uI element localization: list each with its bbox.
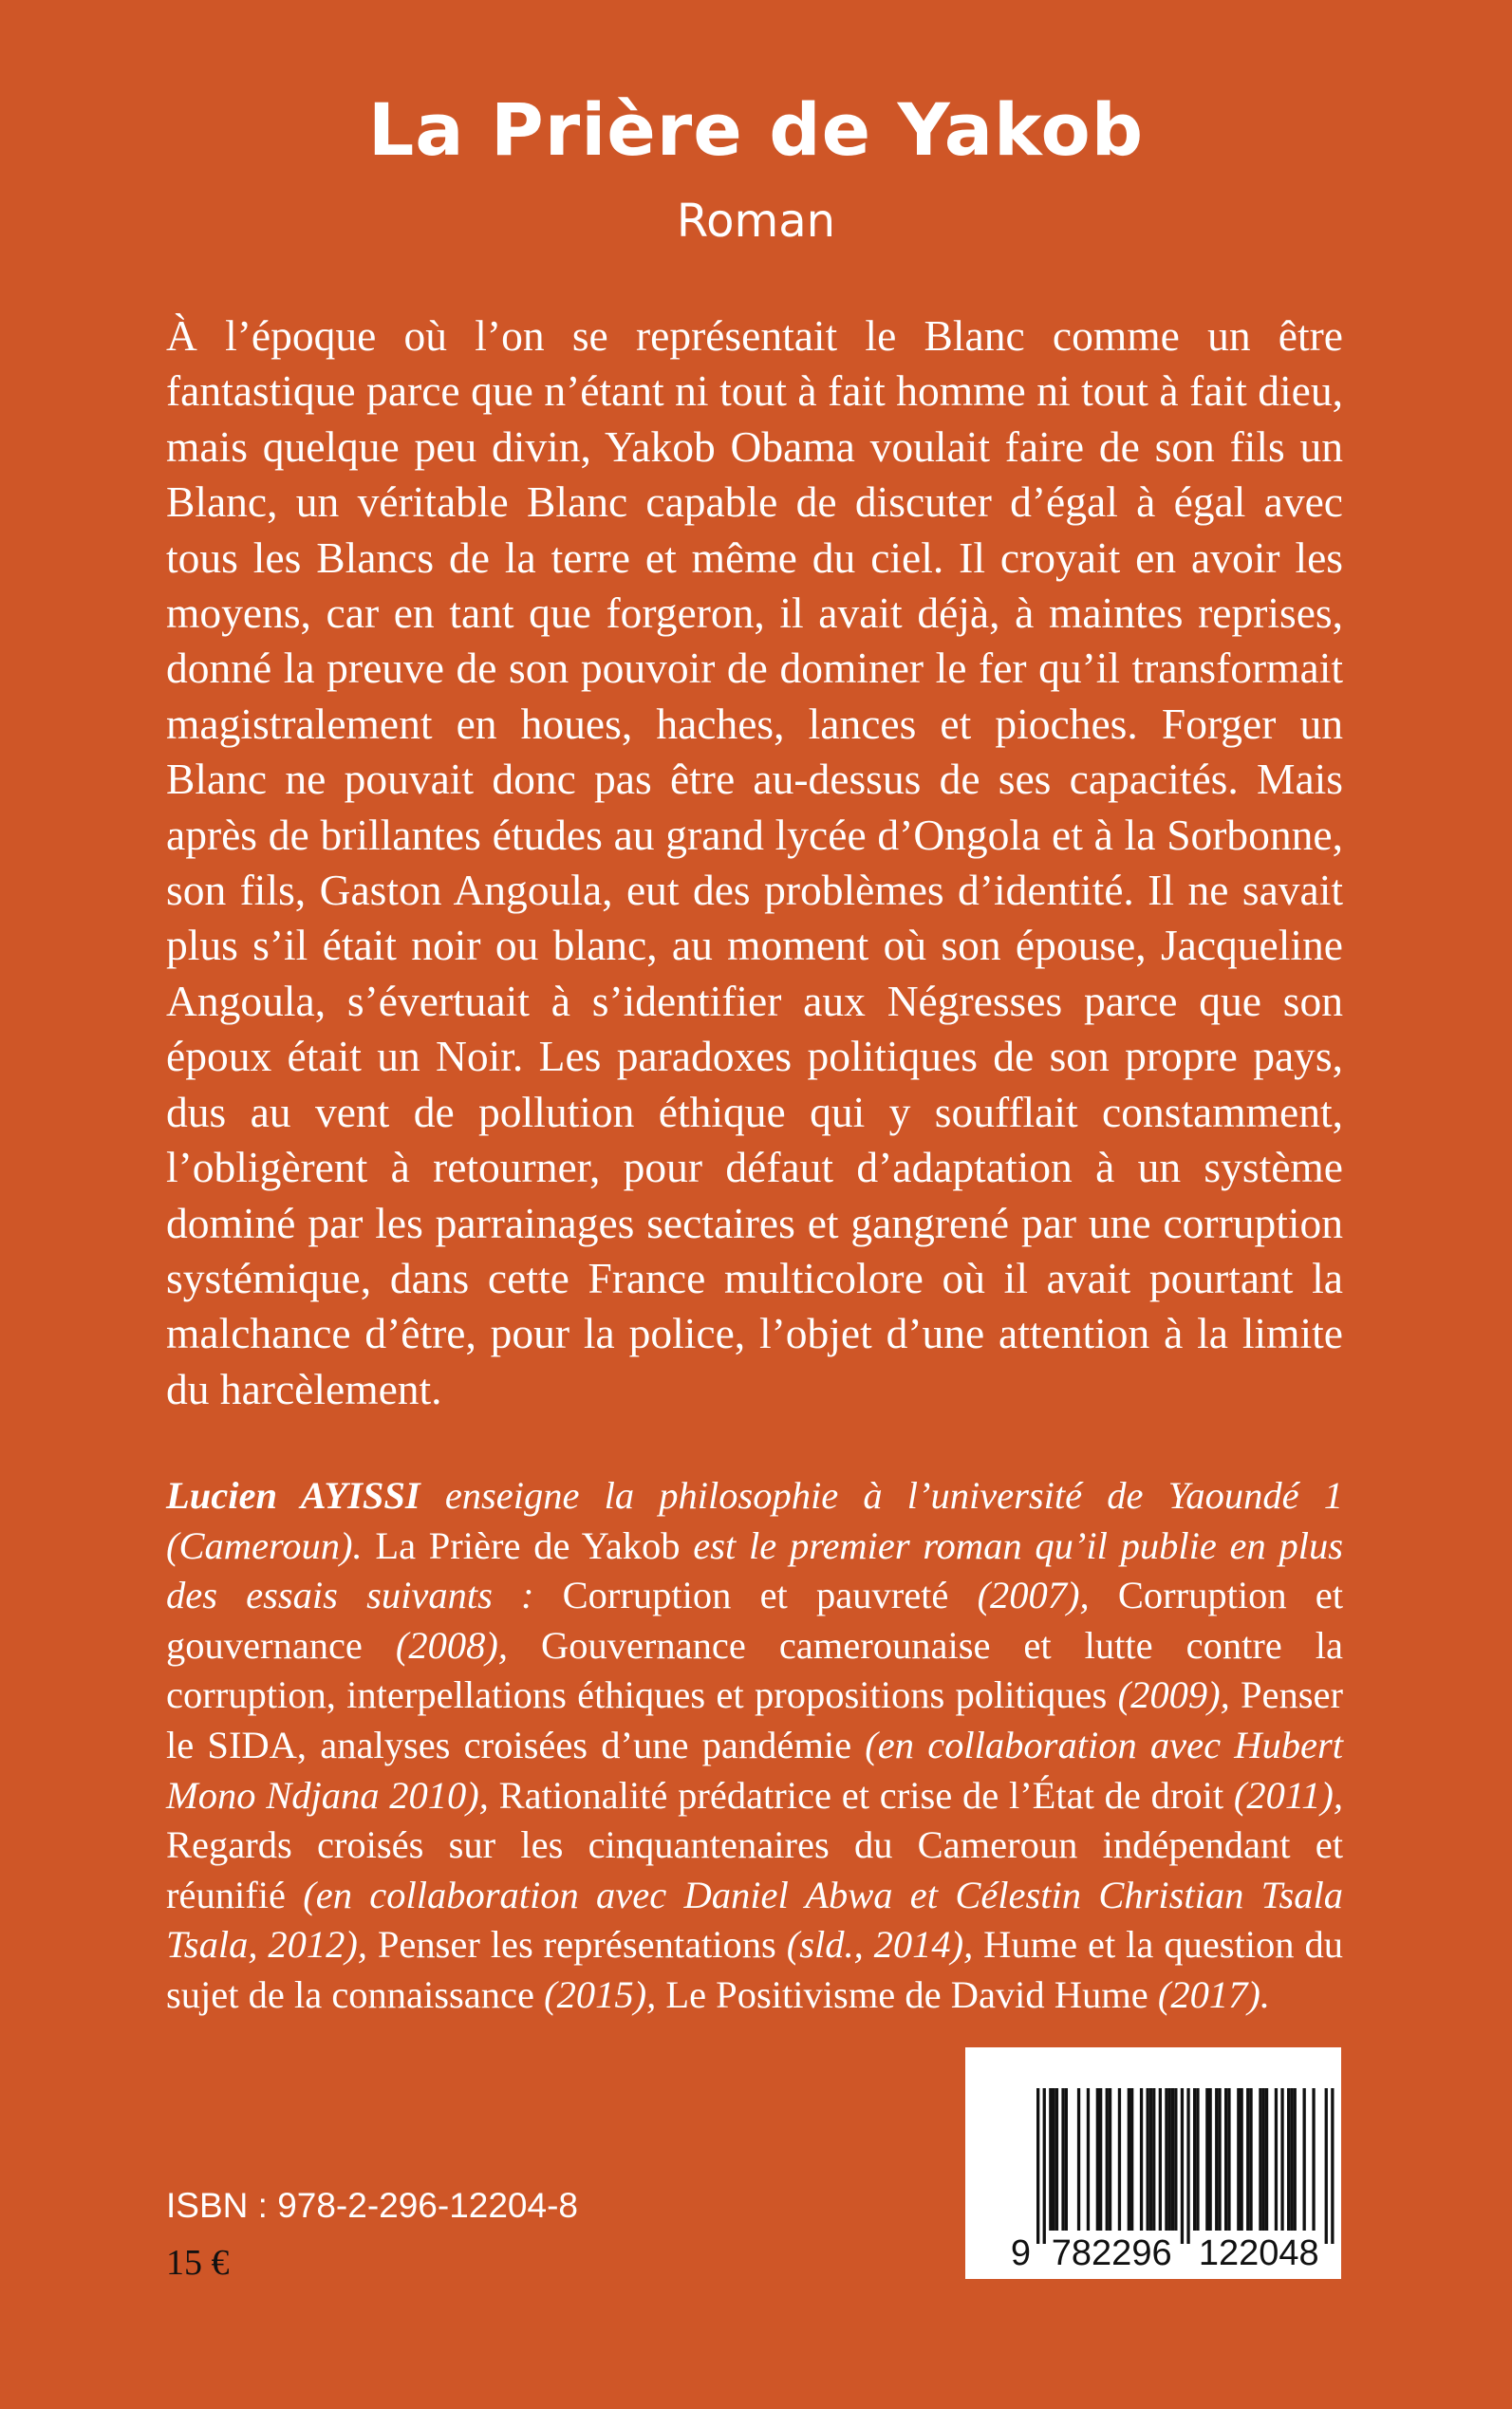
barcode-bar <box>1128 2088 1130 2231</box>
barcode-bar <box>1275 2088 1278 2231</box>
barcode-bar <box>1165 2088 1167 2231</box>
barcode-bar <box>1053 2088 1055 2231</box>
price: 15 € <box>166 2243 230 2283</box>
barcode-bar <box>1290 2088 1293 2231</box>
back-cover-blurb: À l’époque où l’on se représentait le Blanc comme un être fantastique parce que n’étant ni tout à fait homme ni tout à fait dieu, mais quelque peu divin, Yakob Obama voulait faire de son fils un Blanc, un véritable Blanc capable de discuter d’égal à égal avec tous les Blancs de la terre et même du ciel. Il croyait en avoir les moyens, car en tant que forgeron, il avait déjà, à maintes reprises, donné la preuve de son pouvoir de dominer le fer qu’il transformait magistralement en houes, haches, lances et pioches. Forger un Blanc ne pouvait donc pas être au-dessus de ses capacités. Mais après de brillantes études au grand lycée d’Ongola et à la Sorbonne, son fils, Gaston Angoula, eut des problèmes d’identité. Il ne savait plus s’il était noir ou blanc, au moment où son épouse, Jacqueline Angoula, s’évertuait à s’identifier aux Négresses parce que son époux était un Noir. Les paradoxes politiques de son propre pays, dus au vent de pollution éthique qui y soufflait constamment, l’obligèrent à retourner, pour défaut d’adaptation à un système dominé par les parrainages sectaires et gangrené par une corruption systémique, dans cette France multicolore où il avait pourtant la malchance d’être, pour la police, l’objet d’une attention à la limite du harcèlement. <box>166 311 1343 1413</box>
barcode-bar <box>1181 2088 1184 2244</box>
author-bio <box>166 1471 1343 2021</box>
author-name: Lucien AYISSI <box>166 1474 420 1517</box>
barcode-bar <box>1099 2088 1102 2231</box>
barcode-bar <box>1287 2088 1290 2231</box>
barcode-bar <box>1036 2088 1039 2244</box>
barcode-bar <box>1109 2088 1111 2231</box>
barcode-bar <box>1237 2088 1240 2231</box>
barcode-bar <box>1147 2088 1149 2231</box>
barcode-bar <box>1205 2088 1208 2231</box>
barcode-bar <box>1246 2088 1249 2231</box>
barcode-bar <box>1227 2088 1230 2231</box>
barcode-bar <box>1224 2088 1227 2231</box>
barcode-bar <box>1168 2088 1171 2231</box>
barcode-bar <box>1065 2088 1068 2231</box>
work-note: (2011), <box>1223 1773 1343 1817</box>
barcode-bar <box>1325 2088 1328 2244</box>
barcode-bar <box>1152 2088 1155 2231</box>
barcode-digits: 122048 <box>1198 2233 1319 2273</box>
bio-text: enseigne la philosophie à l’université de Yaoundé 1 (Cameroun). <box>166 1474 1344 1567</box>
barcode-bar <box>1096 2088 1099 2231</box>
work-note: (2015), <box>533 1972 666 2016</box>
work-title: Le Positivisme de David Hume <box>665 1972 1148 2016</box>
barcode-bar <box>1209 2088 1212 2231</box>
work-note: (2017). <box>1148 1972 1271 2016</box>
barcode-bar <box>1140 2088 1143 2231</box>
barcode-bar <box>1043 2088 1046 2244</box>
barcode <box>965 2047 1341 2279</box>
barcode-bar <box>1218 2088 1221 2231</box>
barcode-bar <box>1130 2088 1133 2231</box>
work-note: (en collaboration avec Hubert Mono Ndjana 2010), <box>166 1723 1343 1817</box>
barcode-bar <box>1149 2088 1152 2231</box>
work-title: Penser les représentations <box>377 1923 776 1967</box>
bio-text: est le premier roman qu’il publie en plus des essais suivants : <box>166 1523 1344 1617</box>
work-title: Hume et la question du sujet de la connaissance <box>166 1923 1343 2016</box>
work-note: (2008), <box>362 1623 541 1667</box>
barcode-bar <box>1186 2088 1189 2244</box>
barcode-bar <box>1061 2088 1064 2231</box>
barcode-bar <box>1171 2088 1174 2231</box>
barcode-bar <box>1049 2088 1052 2231</box>
work-note: (2009), <box>1107 1673 1241 1717</box>
barcode-bar <box>1312 2088 1315 2231</box>
barcode-bar <box>1262 2088 1265 2231</box>
work-title: Corruption et pauvreté <box>562 1574 949 1617</box>
barcode-bar <box>1241 2088 1243 2231</box>
barcode-bar <box>1196 2088 1199 2231</box>
book-title: La Prière de Yakob <box>367 87 1145 172</box>
work-title: Rationalité prédatrice et crise de l’État de droit <box>498 1773 1224 1817</box>
barcode-bar <box>1280 2088 1283 2231</box>
barcode-bar <box>1087 2088 1090 2231</box>
barcode-bar <box>1265 2088 1268 2231</box>
work-title: Gouvernance camerounaise et lutte contre la corruption, interpellations éthiques et propositions politiques <box>166 1623 1343 1717</box>
book-genre: Roman <box>676 195 836 248</box>
barcode-bar <box>1077 2088 1080 2231</box>
barcode-bar <box>1174 2088 1177 2231</box>
barcode-bar <box>1215 2088 1218 2231</box>
barcode-bar <box>1055 2088 1058 2231</box>
work-title: Corruption et gouvernance <box>166 1574 1343 1667</box>
barcode-bar <box>1303 2088 1306 2231</box>
isbn: ISBN : 978-2-296-12204-8 <box>166 2186 578 2225</box>
barcode-bar <box>1249 2088 1252 2231</box>
work-note: (2007), <box>948 1574 1118 1617</box>
barcode-digits: 9 <box>1010 2233 1031 2273</box>
barcode-digits: 782296 <box>1051 2233 1172 2273</box>
barcode-bar <box>1259 2088 1261 2231</box>
work-title: Regards croisés sur les cinquantenaires du Cameroun indépendant et réunifié <box>166 1823 1343 1916</box>
barcode-bar <box>1193 2088 1196 2231</box>
barcode-bar <box>1106 2088 1109 2231</box>
barcode-bar <box>1331 2088 1334 2244</box>
work-title: Penser le SIDA, analyses croisées d’une pandémie <box>166 1673 1343 1766</box>
book-title-ref: La Prière de Yakob <box>375 1523 681 1567</box>
work-note: (en collaboration avec Daniel Abwa et Célestin Christian Tsala Tsala, 2012), <box>166 1873 1343 1967</box>
barcode-graphic <box>965 2047 1341 2279</box>
barcode-bar <box>1118 2088 1121 2231</box>
work-note: (sld., 2014), <box>775 1923 984 1967</box>
barcode-bar <box>1294 2088 1297 2231</box>
barcode-bar <box>1159 2088 1162 2231</box>
